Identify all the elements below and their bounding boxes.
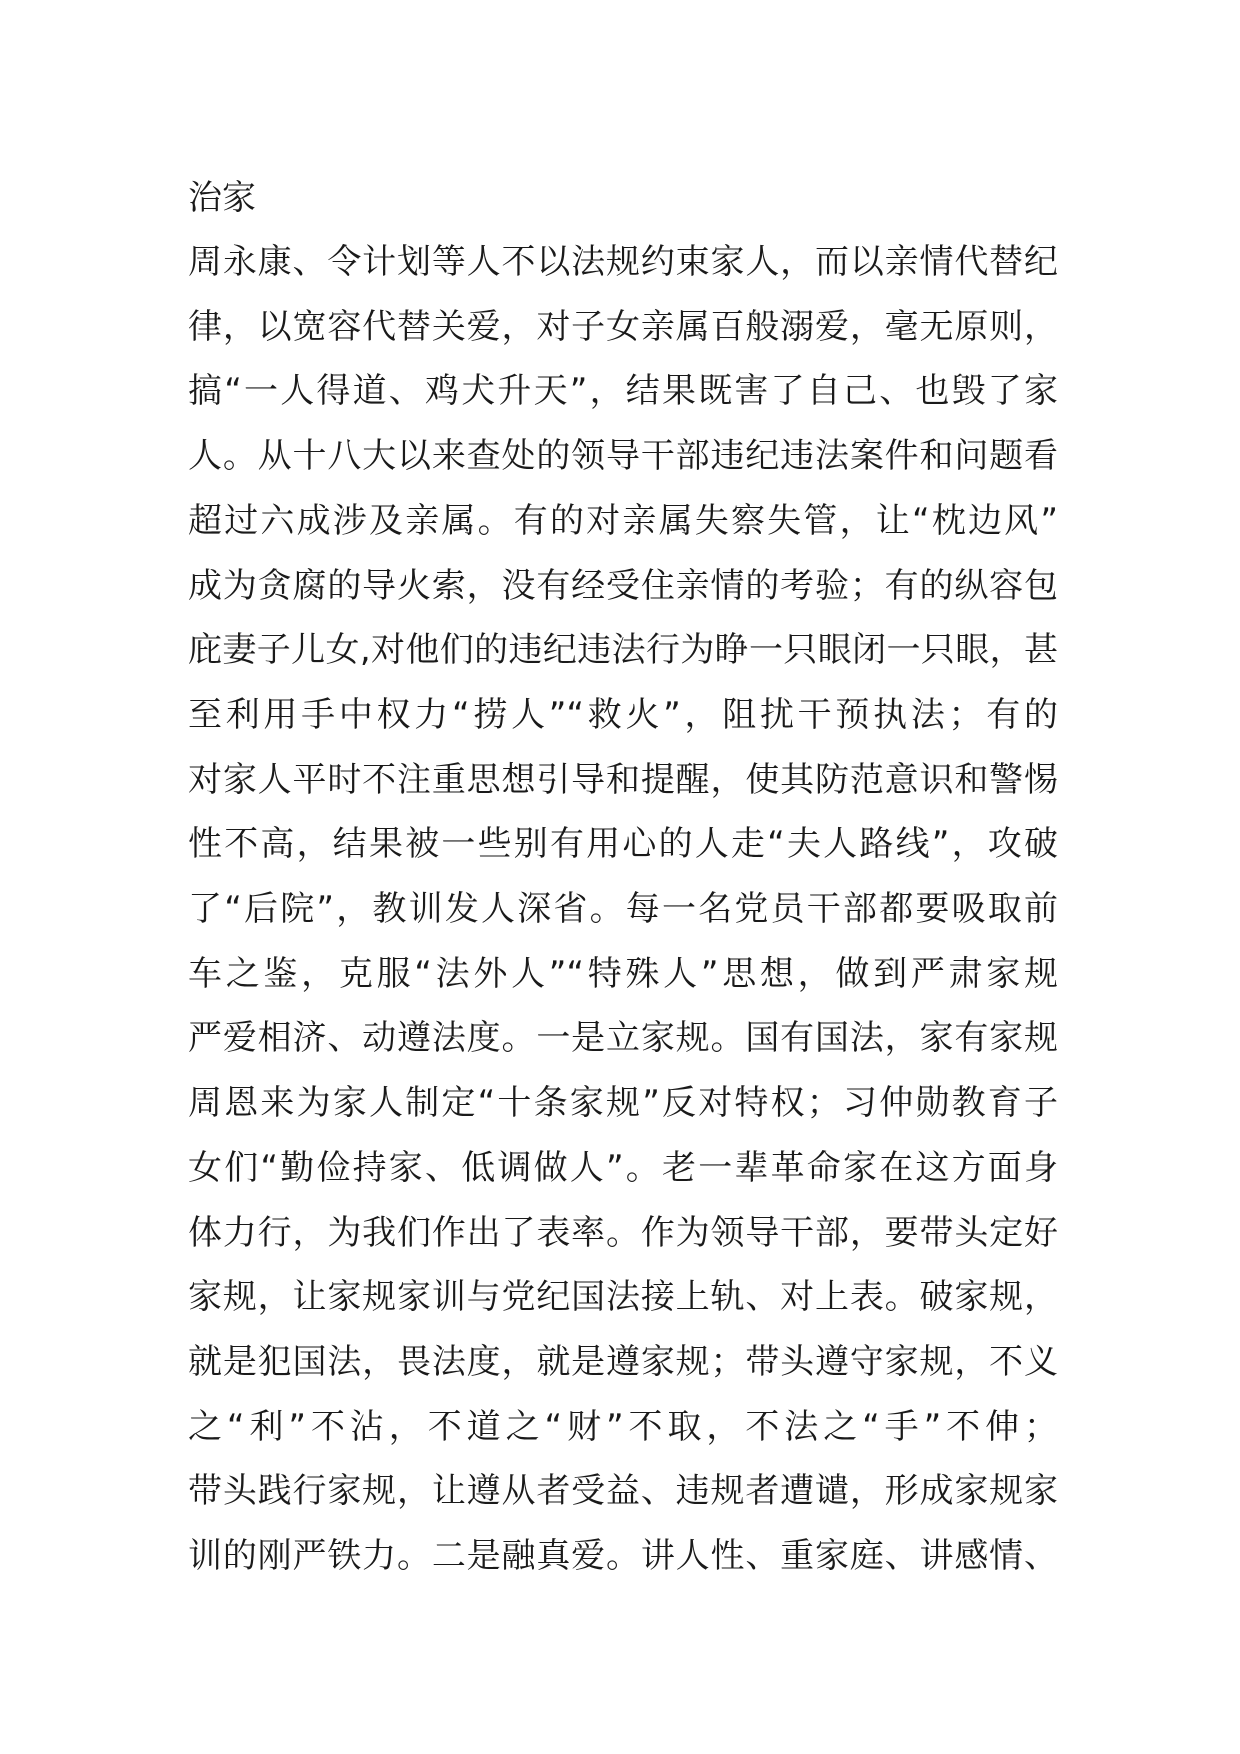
text-line: 成为贪腐的导火索，没有经受住亲情的考验；有的纵容包 bbox=[188, 565, 1058, 606]
text-line: 性不高，结果被一些别有用心的人走“夫人路线”，攻破 bbox=[188, 824, 1058, 865]
body-text bbox=[188, 230, 1068, 1589]
text-line: 车之鉴，克服“法外人”“特殊人”思想，做到严肃家规 bbox=[188, 953, 1058, 994]
text-line: 带头践行家规，让遵从者受益、违规者遭谴，形成家规家 bbox=[188, 1471, 1058, 1512]
text-line: 搞“一人得道、鸡犬升天”，结果既害了自己、也毁了家 bbox=[188, 371, 1058, 412]
text-line: 庇妻子儿女,对他们的违纪违法行为睁一只眼闭一只眼，甚 bbox=[188, 630, 1058, 671]
text-line: 严爱相济、动遵法度。一是立家规。国有国法，家有家规 bbox=[188, 1018, 1058, 1059]
text-line: 体力行，为我们作出了表率。作为领导干部，要带头定好 bbox=[188, 1212, 1058, 1253]
text-line: 人。从十八大以来查处的领导干部违纪违法案件和问题看 bbox=[188, 436, 1058, 477]
text-line: 超过六成涉及亲属。有的对亲属失察失管，让“枕边风” bbox=[188, 500, 1058, 541]
text-line: 律，以宽容代替关爱，对子女亲属百般溺爱，毫无原则， bbox=[188, 306, 1058, 347]
text-line: 对家人平时不注重思想引导和提醒，使其防范意识和警惕 bbox=[188, 759, 1058, 800]
text-line: 训的刚严铁力。二是融真爱。讲人性、重家庭、讲感情、 bbox=[188, 1536, 1058, 1577]
text-line: 周恩来为家人制定“十条家规”反对特权；习仲勋教育子 bbox=[188, 1083, 1058, 1124]
section-heading: 治家 bbox=[188, 178, 256, 218]
text-line: 之“利”不沾，不道之“财”不取，不法之“手”不伸； bbox=[188, 1406, 1058, 1447]
text-line: 家规，让家规家训与党纪国法接上轨、对上表。破家规， bbox=[188, 1277, 1058, 1318]
text-line: 女们“勤俭持家、低调做人”。老一辈革命家在这方面身 bbox=[188, 1147, 1058, 1188]
text-line: 至利用手中权力“捞人”“救火”，阻扰干预执法；有的 bbox=[188, 694, 1058, 735]
text-line: 了“后院”，教训发人深省。每一名党员干部都要吸取前 bbox=[188, 889, 1058, 930]
text-line: 周永康、令计划等人不以法规约束家人，而以亲情代替纪 bbox=[188, 242, 1058, 282]
text-line: 就是犯国法，畏法度，就是遵家规；带头遵守家规，不义 bbox=[188, 1341, 1058, 1382]
